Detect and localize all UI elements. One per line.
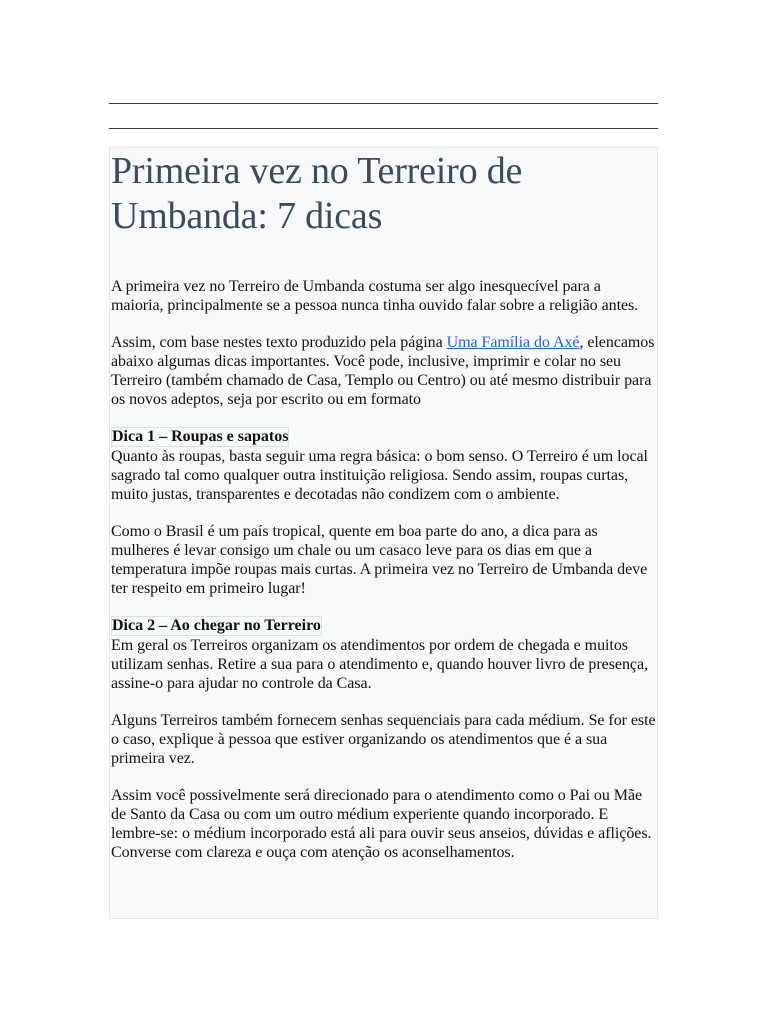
tip-2-paragraph-1: Em geral os Terreiros organizam os atendimentos por ordem de chegada e muitos utilizam senhas. Retire a sua para o atendimento e, quando houver livro de presença, assine-o para ajudar no controle da Casa. [111,637,648,692]
source-link[interactable]: Uma Família do Axé [446,334,580,351]
second-divider [109,128,658,129]
article-title: Primeira vez no Terreiro de Umbanda: 7 dicas [111,150,523,237]
tip-2-paragraph-3: Assim você possivelmente será direcionado para o atendimento como o Pai ou Mãe de Santo da Casa ou com um outro médium experiente quando incorporado. E lembre-se: o médium incorporado está ali para ouvir seus anseios, dúvidas e aflições. Converse com clareza e ouça com atenção os aconselhamentos. [111,787,652,861]
article-body [109,147,658,919]
source-text-after: , elencamos abaixo algumas dicas importantes. Você pode, inclusive, imprimir e colar no seu Terreiro (também chamado de Casa, Templo ou Centro) ou até mesmo distribuir para os novos adeptos, seja por escrito ou em formato [111,334,655,408]
tip-2-paragraph-2: Alguns Terreiros também fornecem senhas sequenciais para cada médium. Se for este o caso, explique à pessoa que estiver organizando os atendimentos que é a sua primeira vez. [111,712,656,767]
tip-2-heading: Dica 2 – Ao chegar no Terreiro [112,617,321,634]
tip-1-paragraph-1: Quanto às roupas, basta seguir uma regra básica: o bom senso. O Terreiro é um local sagrado tal como qualquer outra instituição religiosa. Sendo assim, roupas curtas, muito justas, transparentes e decotadas não condizem com o ambiente. [111,448,648,503]
top-divider [109,103,658,104]
tip-1-section [111,427,657,598]
tip-2-section [111,616,657,862]
tip-1-heading: Dica 1 – Roupas e sapatos [112,428,289,445]
intro-paragraph: A primeira vez no Terreiro de Umbanda costuma ser algo inesquecível para a maioria, principalmente se a pessoa nunca tinha ouvido falar sobre a religião antes. [111,278,639,314]
source-text-before: Assim, com base nestes texto produzido pela página [111,334,447,351]
source-paragraph [111,333,657,409]
tip-1-paragraph-2: Como o Brasil é um país tropical, quente em boa parte do ano, a dica para as mulheres é levar consigo um chale ou um casaco leve para os dias em que a temperatura impõe roupas mais curtas. A primeira vez no Terreiro de Umbanda deve ter respeito em primeiro lugar! [111,523,648,597]
